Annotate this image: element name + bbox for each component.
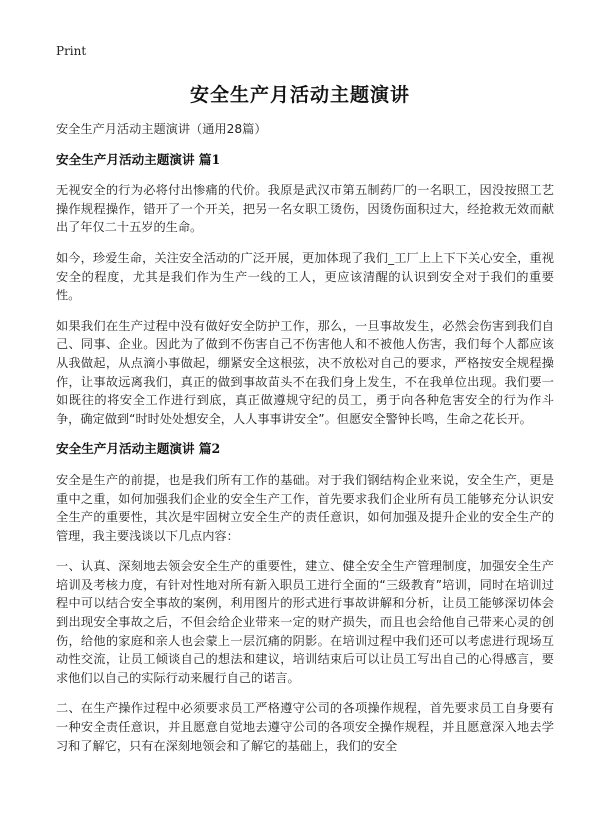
section-heading: 安全生产月活动主题演讲 篇1 <box>56 151 221 167</box>
print-label: Print <box>56 44 87 58</box>
section-2 <box>56 440 554 755</box>
paragraph: 二、在生产操作过程中必须要求员工严格遵守公司的各项操作规程，首先要求员工自身要有一种安全责任意识，并且愿意自觉地去遵守公司的各项安全操作规程，并且愿意深入地去学习和了解它，只有在深刻地领会和了解它的基础上，我们的安全 <box>56 701 554 753</box>
document-body <box>56 120 554 767</box>
section-1 <box>56 151 554 429</box>
paragraph: 无视安全的行为必将付出惨痛的代价。我原是武汉市第五制药厂的一名职工，因没按照工艺操作规程操作，错开了一个开关，把另一名女职工烫伤，因烫伤面积过大，经抢救无效而献出了年仅二十五岁的生命。 <box>56 183 554 235</box>
document-title: 安全生产月活动主题演讲 <box>189 84 410 106</box>
paragraph: 一、认真、深刻地去领会安全生产的重要性，建立、健全安全生产管理制度，加强安全生产培训及考核力度，有针对性地对所有新入职员工进行全面的“三级教育”培训，同时在培训过程中可以结合安全事故的案例，利用图片的形式进行事故讲解和分析，让员工能够深切体会到出现安全事故之后，不但会给企业带来一定的财产损失，而且也会给他自己带来心灵的创伤，给他的家庭和亲人也会蒙上一层沉痛的阴影。在培训过程中我们还可以考虑进行现场互动性交流，让员工倾谈自己的想法和建议，培训结束后可以让员工写出自己的心得感言，要求他们以自己的实际行动来履行自己的诺言。 <box>56 559 554 685</box>
paragraph: 安全是生产的前提，也是我们所有工作的基础。对于我们钢结构企业来说，安全生产，更是重中之重，如何加强我们企业的安全生产工作，首先要求我们企业所有员工能够充分认识安全生产的重要性，其次是牢固树立安全生产的责任意识，如何加强及提升企业的安全生产的管理，我主要浅谈以下几点内容： <box>56 472 554 543</box>
paragraph: 如今，珍爱生命，关注安全活动的广泛开展，更加体现了我们_工厂上上下下关心安全，重视安全的程度，尤其是我们作为生产一线的工人，更应该清醒的认识到安全对于我们的重要性。 <box>56 250 554 303</box>
section-heading: 安全生产月活动主题演讲 篇2 <box>56 441 221 457</box>
document-subtitle: 安全生产月活动主题演讲（通用28篇） <box>56 122 267 136</box>
paragraph: 如果我们在生产过程中没有做好安全防护工作，那么，一旦事故发生，必然会伤害到我们自己、同事、企业。因此为了做到不伤害自己不伤害他人和不被他人伤害，我们每个人都应该从我做起，从点滴小事做起，绷紧安全这根弦，决不放松对自己的要求，严格按安全规程操作，让事故远离我们，真正的做到事故苗头不在我们身上发生，不在我单位出现。我们要一如既往的将安全工作进行到底，真正做遵规守纪的员工，勇于向各种危害安全的行为作斗争，确定做到“时时处处想安全，人人事事讲安全”。但愿安全警钟长鸣，生命之花长开。 <box>56 318 554 426</box>
